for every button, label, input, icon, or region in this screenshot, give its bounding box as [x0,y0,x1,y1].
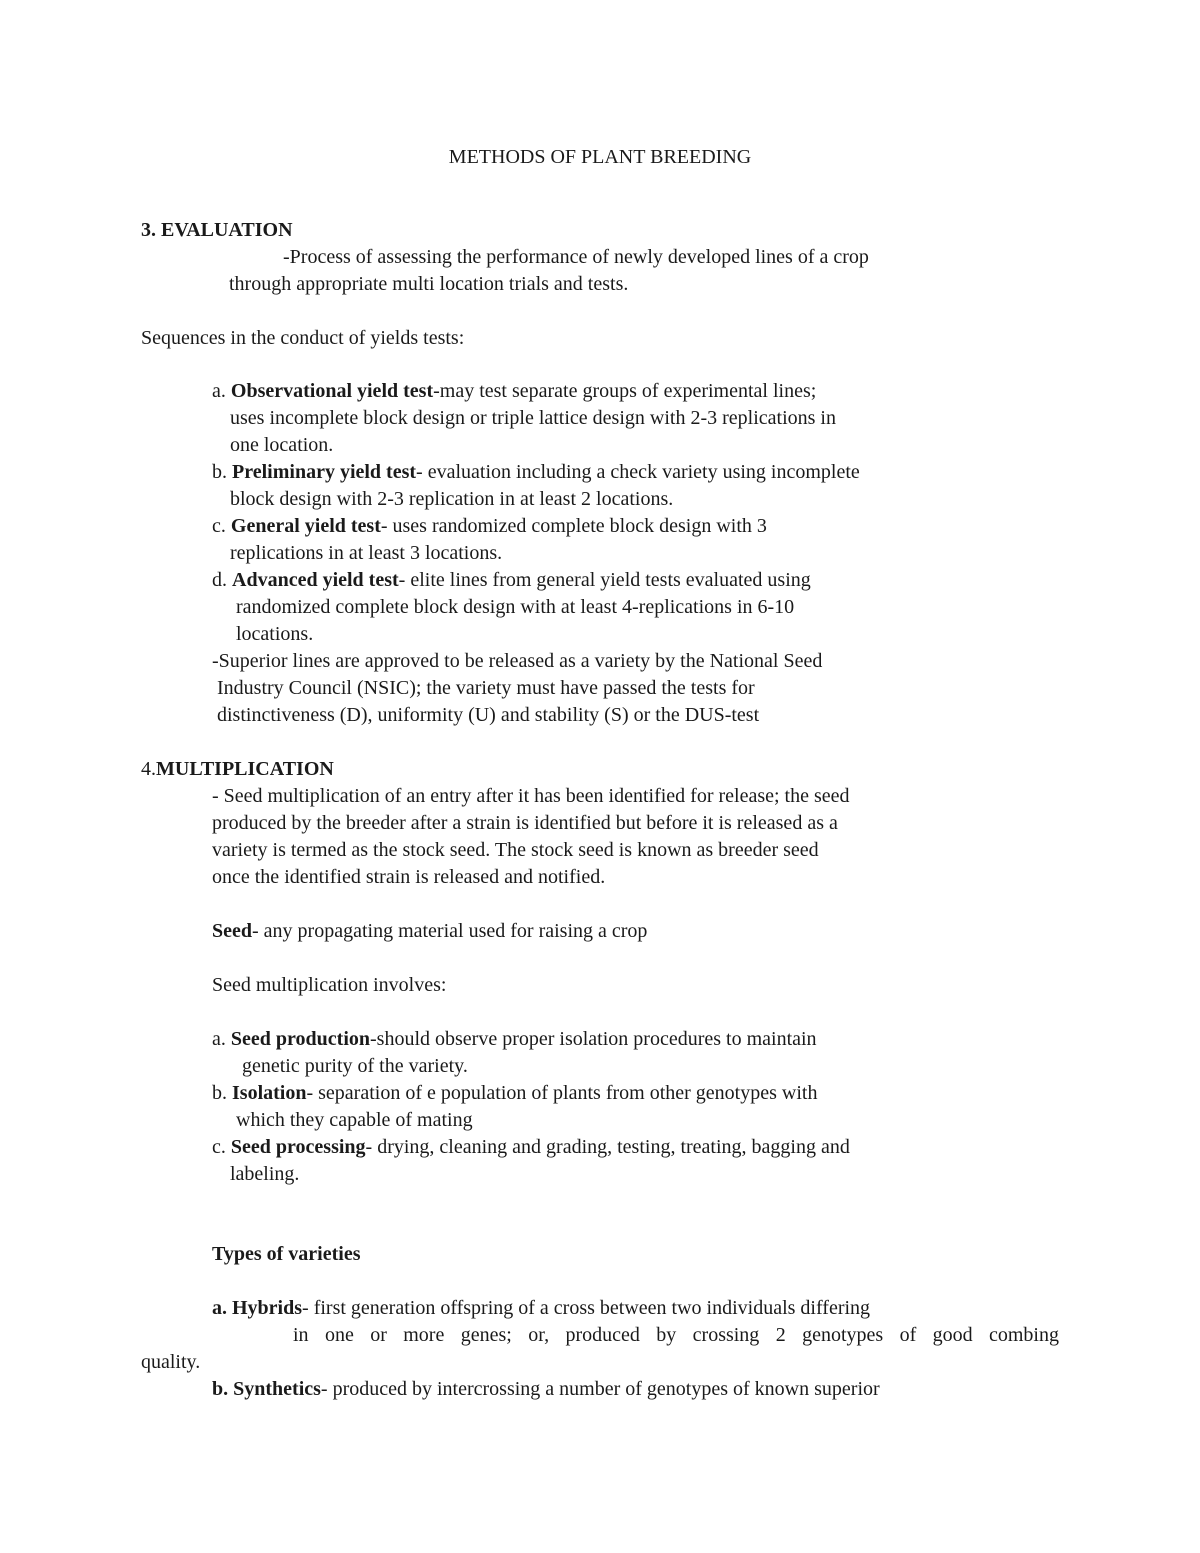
list-text: -may test separate groups of experimental lines; [433,380,817,402]
synthetics-text: - produced by intercrossing a number of genotypes of known superior [320,1378,880,1400]
list-item [212,378,816,404]
sequence-intro: Sequences in the conduct of yields tests: [141,327,465,349]
seed-text: - any propagating material used for raising a crop [252,920,648,942]
list-term: Seed processing [230,1136,366,1158]
multiplication-definition-line: produced by the breeder after a strain is identified but before it is released as a [212,812,838,834]
section-heading-evaluation: 3. EVALUATION [141,219,293,241]
superior-lines-note: -Superior lines are approved to be released as a variety by the National Seed [212,650,823,672]
multiplication-definition-line: - Seed multiplication of an entry after it has been identified for release; the seed [212,785,850,807]
list-term: Seed production [230,1028,370,1050]
list-term: Preliminary yield test [232,461,417,483]
list-item [212,567,811,593]
list-text: - separation of e population of plants from other genotypes with [306,1082,818,1104]
superior-lines-note: Industry Council (NSIC); the variety must have passed the tests for [217,677,755,699]
section-number: 4. [141,758,156,780]
list-text: - elite lines from general yield tests evaluated using [398,569,811,591]
list-marker: b. [212,1082,227,1104]
list-item [212,1134,850,1160]
list-marker: c. [212,515,226,537]
synthetics-definition [212,1376,880,1402]
list-text-continuation: which they capable of mating [236,1109,473,1131]
list-text-continuation: locations. [236,623,314,645]
list-marker: b. [212,461,227,483]
evaluation-definition-line: through appropriate multi location trials and tests. [229,273,629,295]
list-text-continuation: one location. [230,434,334,456]
list-term: Isolation [232,1082,307,1104]
list-text-continuation: uses incomplete block design or triple lattice design with 2-3 replications in [230,407,836,429]
list-text-continuation: genetic purity of the variety. [242,1055,468,1077]
multiplication-definition-line: variety is termed as the stock seed. The stock seed is known as breeder seed [212,839,819,861]
list-item [212,459,860,485]
list-marker: a. [212,1028,226,1050]
list-marker: d. [212,569,227,591]
hybrids-definition [212,1295,870,1321]
multiplication-definition-line: once the identified strain is released and notified. [212,866,606,888]
superior-lines-note: distinctiveness (D), uniformity (U) and stability (S) or the DUS-test [217,704,760,726]
list-marker: c. [212,1136,226,1158]
list-text: - evaluation including a check variety using incomplete [416,461,860,483]
list-text-continuation: randomized complete block design with at least 4-replications in 6-10 [236,596,795,618]
page-title: METHODS OF PLANT BREEDING [448,146,752,168]
involves-intro: Seed multiplication involves: [212,974,447,996]
list-text-continuation: labeling. [230,1163,300,1185]
seed-definition [212,918,647,944]
varieties-heading: Types of varieties [212,1243,361,1265]
list-text-continuation: block design with 2-3 replication in at least 2 locations. [230,488,674,510]
list-term: Advanced yield test [232,569,399,591]
evaluation-definition-line: -Process of assessing the performance of newly developed lines of a crop [283,246,869,268]
section-title: MULTIPLICATION [156,758,334,780]
list-text: -should observe proper isolation procedures to maintain [370,1028,817,1050]
synthetics-term: b. Synthetics [212,1378,321,1400]
hybrids-continuation: quality. [141,1351,201,1373]
hybrids-term: a. Hybrids [212,1297,303,1319]
list-term: Observational yield test [230,380,434,402]
hybrids-continuation: in one or more genes; or, produced by crossing 2 genotypes of good combing [293,1324,1059,1346]
seed-term: Seed [212,920,252,942]
list-text: - uses randomized complete block design with 3 [380,515,767,537]
list-term: General yield test [230,515,381,537]
hybrids-text: - first generation offspring of a cross between two individuals differing [302,1297,871,1319]
list-text: - drying, cleaning and grading, testing, treating, bagging and [365,1136,850,1158]
list-item [212,513,767,539]
list-marker: a. [212,380,226,402]
list-text-continuation: replications in at least 3 locations. [230,542,503,564]
list-item [212,1026,817,1052]
list-item [212,1080,817,1106]
section-heading-multiplication [141,756,334,782]
